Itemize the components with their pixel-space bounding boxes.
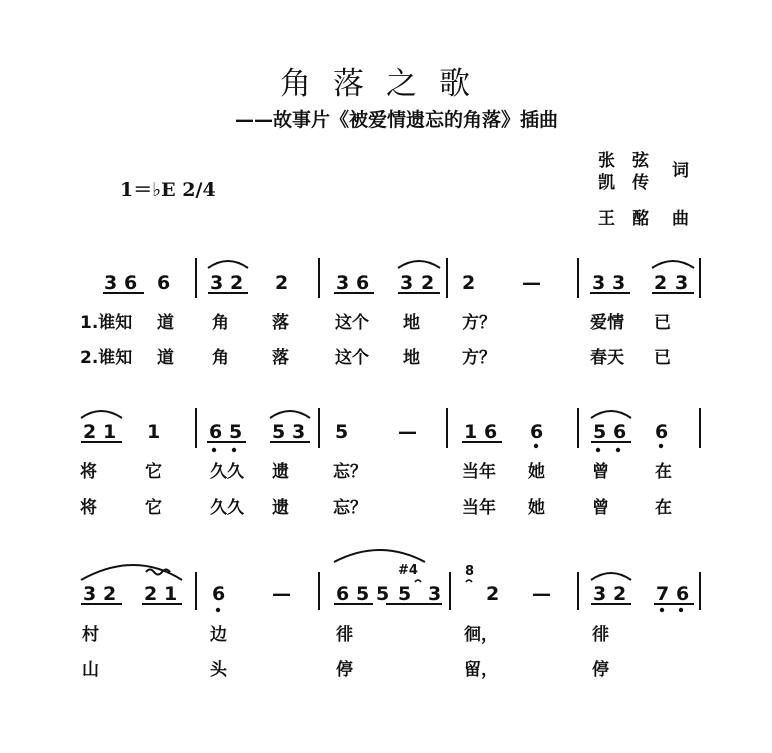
lyric: 她 — [528, 498, 545, 518]
lyric: 曾 — [592, 498, 609, 518]
note: 2 — [421, 272, 435, 294]
note: 6 — [676, 583, 690, 605]
lyric: 山 — [82, 660, 99, 680]
note: 1 — [147, 421, 161, 443]
lyric-label: 词 — [672, 161, 689, 181]
note: 2 — [230, 272, 244, 294]
note: 3 — [336, 272, 350, 294]
song-title: 角落之歌 — [280, 66, 492, 102]
note: — — [532, 583, 551, 605]
lyric: 徊， — [464, 625, 498, 645]
note: 1 — [103, 421, 117, 443]
note: 7 — [656, 583, 670, 605]
note: 2 — [83, 421, 97, 443]
lyric: 已 — [654, 313, 671, 333]
grace-note: #4 — [398, 563, 418, 578]
note: 3 — [612, 272, 626, 294]
lyric: 将 — [80, 498, 97, 518]
note: 3 — [104, 272, 118, 294]
lyric: 头 — [210, 660, 227, 680]
note: 5 — [272, 421, 286, 443]
note: 5 — [376, 583, 390, 605]
system-3 — [81, 550, 700, 680]
lyric: 她 — [528, 462, 545, 482]
note: 3 — [210, 272, 224, 294]
note: 6 — [209, 421, 223, 443]
note: 3 — [428, 583, 442, 605]
lyric: 方？ — [462, 348, 496, 368]
note: 2 — [103, 583, 117, 605]
lyric: 已 — [654, 348, 671, 368]
note: 6 — [157, 272, 171, 294]
note: 2 — [462, 272, 476, 294]
lyric: 道 — [157, 313, 174, 333]
lyric: 当年 — [462, 462, 496, 482]
lyric: 春天 — [590, 348, 624, 368]
note: 3 — [400, 272, 414, 294]
system-1 — [80, 258, 700, 368]
lyric: 曾 — [592, 462, 609, 482]
lyric: 在 — [655, 498, 672, 518]
composer: 王 酩 — [598, 209, 649, 229]
lyric: 徘 — [336, 625, 353, 645]
lyric: 角 — [212, 313, 229, 333]
note: 2 — [654, 272, 668, 294]
note: 6 — [484, 421, 498, 443]
lyric: 这个 — [335, 313, 369, 333]
note: 1 — [164, 583, 178, 605]
lyric: 爱情 — [590, 313, 624, 333]
note: — — [522, 272, 541, 294]
note: 6 — [212, 583, 226, 605]
lyricist-2: 凯 传 — [598, 173, 649, 193]
lyric: 停 — [592, 660, 609, 680]
note: 5 — [335, 421, 349, 443]
lyric: 将 — [80, 462, 97, 482]
note: 2 — [275, 272, 289, 294]
song-subtitle: ——故事片《被爱情遗忘的角落》插曲 — [235, 109, 559, 131]
lyric: 忘？ — [333, 498, 367, 518]
note: 2 — [486, 583, 500, 605]
note: — — [398, 421, 417, 443]
note: 3 — [675, 272, 689, 294]
note: 3 — [592, 272, 606, 294]
lyric: 地 — [403, 313, 420, 333]
lyric: 这个 — [335, 348, 369, 368]
lyricist-1: 张 弦 — [598, 151, 649, 171]
note: 3 — [593, 583, 607, 605]
lyric: 边 — [210, 625, 227, 645]
lyric: 忘？ — [333, 462, 367, 482]
lyric: 它 — [145, 498, 162, 518]
music-label: 曲 — [672, 209, 689, 229]
note: 5 — [229, 421, 243, 443]
note: 2 — [144, 583, 158, 605]
lyric: 村 — [82, 625, 99, 645]
lyric: 地 — [403, 348, 420, 368]
lyric: 角 — [212, 348, 229, 368]
system-2 — [80, 408, 700, 518]
lyric: 久久 — [210, 462, 244, 482]
lyric: 道 — [157, 348, 174, 368]
note: 6 — [613, 421, 627, 443]
lyric: 当年 — [462, 498, 496, 518]
note: — — [272, 583, 291, 605]
note: 5 — [356, 583, 370, 605]
lyric: 徘 — [592, 625, 609, 645]
key-signature: 1＝♭E 2/4 — [120, 179, 216, 201]
lyric: 在 — [655, 462, 672, 482]
note: 5 — [398, 583, 412, 605]
note: 6 — [530, 421, 544, 443]
note: 2 — [613, 583, 627, 605]
lyric: 遗 — [272, 498, 289, 518]
lyric: 久久 — [210, 498, 244, 518]
lyric: 停 — [336, 660, 353, 680]
note: 6 — [655, 421, 669, 443]
lyric: 2.谁知 — [80, 348, 133, 368]
note: 5 — [593, 421, 607, 443]
note: 6 — [356, 272, 370, 294]
lyric: 它 — [145, 462, 162, 482]
lyric: 留， — [464, 660, 498, 680]
note: 6 — [124, 272, 138, 294]
lyric: 落 — [272, 313, 289, 333]
note: 1 — [464, 421, 478, 443]
note: 6 — [336, 583, 350, 605]
lyric: 遗 — [272, 462, 289, 482]
lyric: 落 — [272, 348, 289, 368]
lyric: 1.谁知 — [80, 313, 133, 333]
note: 3 — [292, 421, 306, 443]
lyric: 方？ — [462, 313, 496, 333]
grace-note: 8 — [465, 564, 475, 579]
note: 3 — [83, 583, 97, 605]
